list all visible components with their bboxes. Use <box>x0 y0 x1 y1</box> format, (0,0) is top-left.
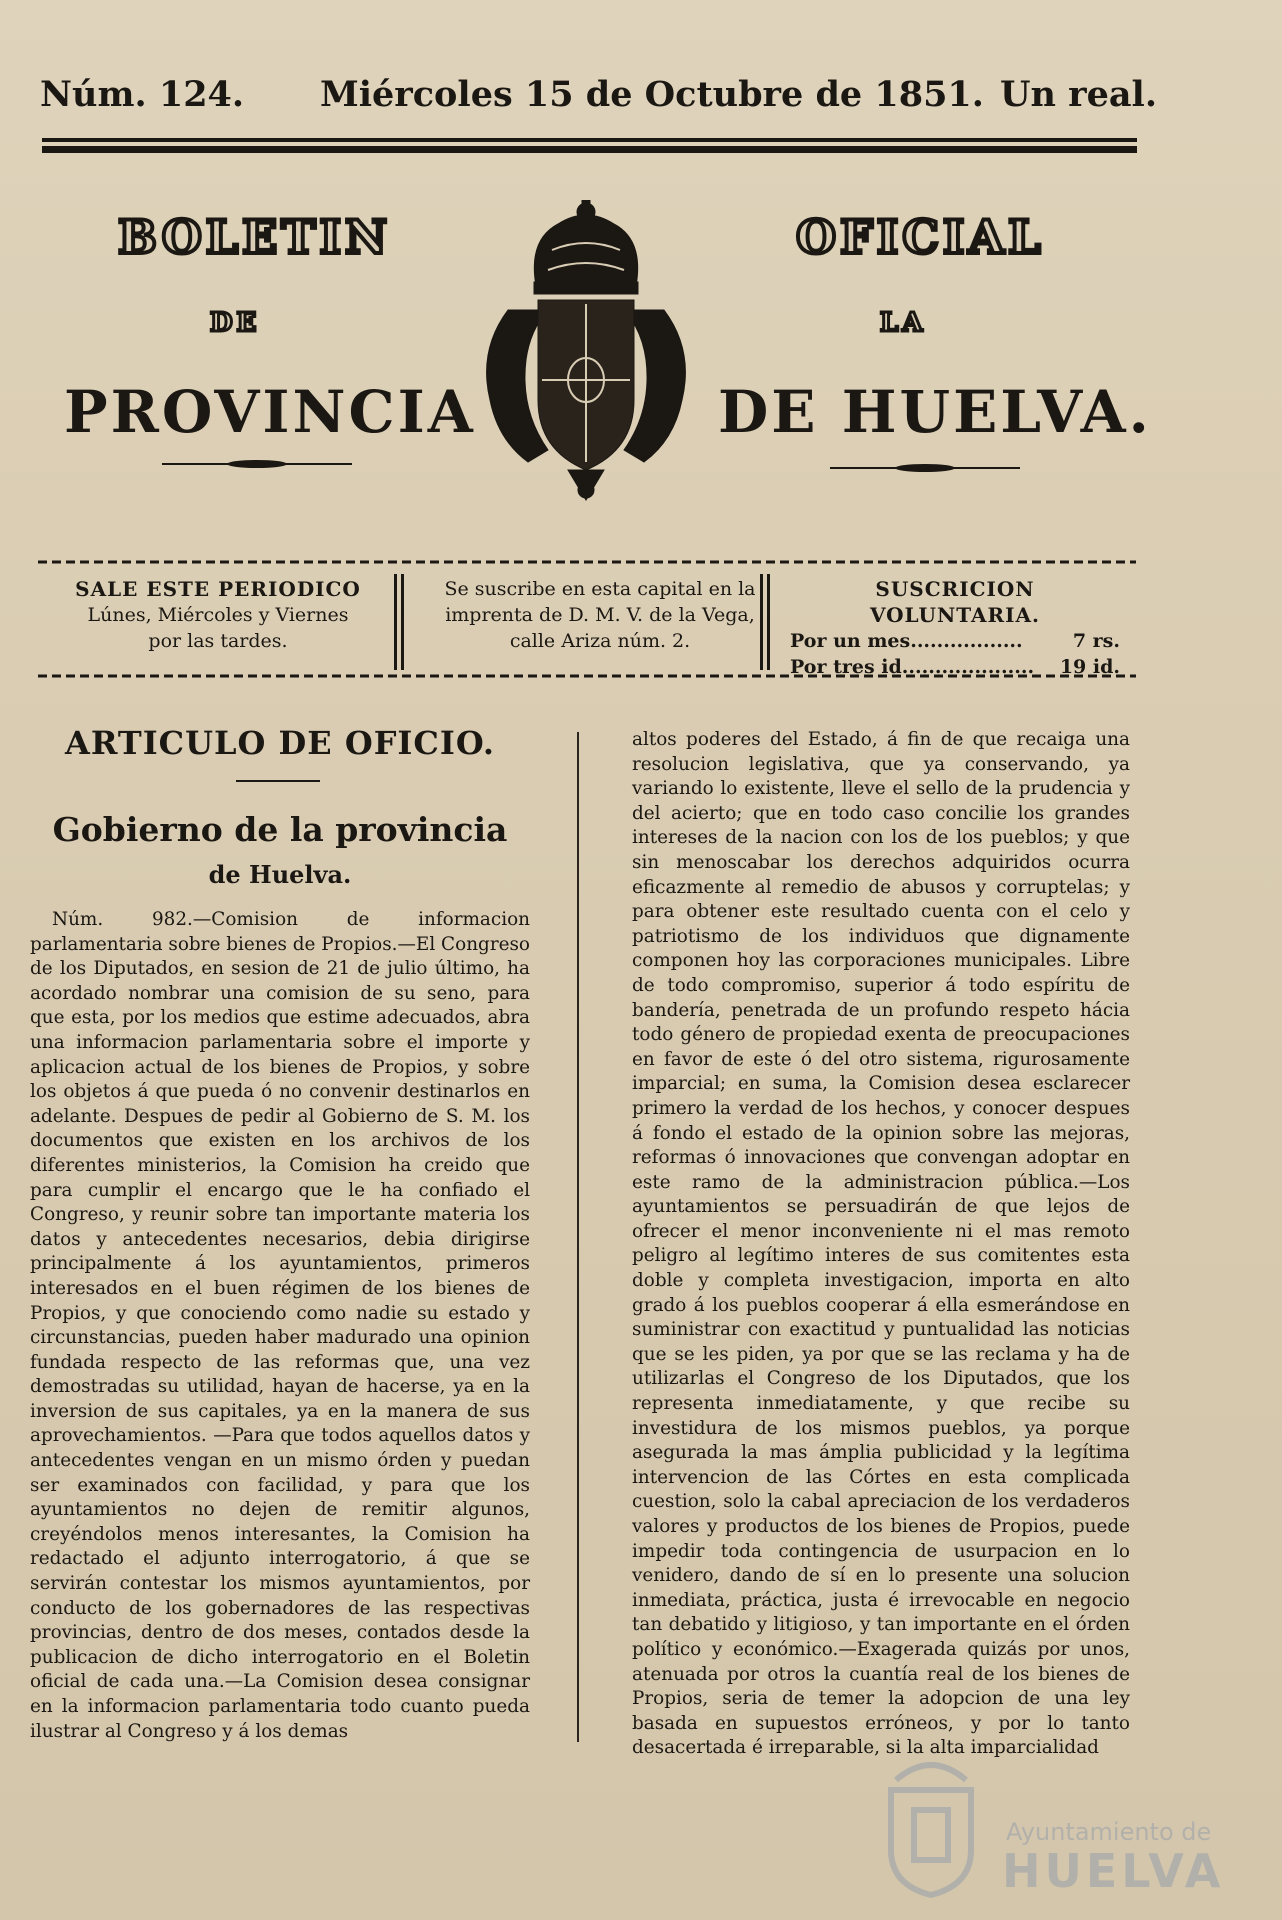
masthead-word-boletin: BOLETIN <box>118 210 392 264</box>
price-label: Por un mes................. <box>790 630 1023 652</box>
masthead-word-oficial: OFICIAL <box>796 210 1045 264</box>
government-subheading: de Huelva. <box>208 860 352 889</box>
article-paragraph: Núm. 982.—Comision de informacion parlamentaria sobre bienes de Propios.—El Congreso de los Diputados, en sesion de 21 de julio último, ha acordado nombrar una comision de su seno, para que esta, por los medios que estime adecuados, abra una informacion parlamentaria sobre el importe y aplicacion actual de los bienes de Propios, y sobre los objetos á que pueda ó no convenir destinarlos en adelante. Despues de pedir al Gobierno de S. M. los documentos que existen en los archivos de los diferentes ministerios, la Comision ha creido que para cumplir el encargo que le ha confiado el Congreso, y reunir sobre tan importante materia los datos y antecedentes necesarios, debia dirigirse principalmente á los ayuntamientos, primeros interesados en el buen régimen de los bienes de Propios, y que conociendo como nadie su estado y circunstancias, pueden haber madurado una opinion fundada respecto de las reformas que, una vez demostradas su utilidad, hayan de hacerse, ya en la inversion de sus capitales, ya en la manera de sus aprovechamientos. —Para que todos aquellos datos y antecedentes vengan en un mismo órden y puedan ser examinados con facilidad, y para que los ayuntamientos no dejen de remitir algunos, creyéndolos menos interesantes, la Comision ha redactado el adjunto interrogatorio, á que se servirán contestar los mismos ayuntamientos, por conducto de los gobernadores de las respectivas provincias, dentro de dos meses, contados desde la publicacion de dicho interrogatorio en el Boletin oficial de cada una.—La Comision desea consignar en la informacion parlamentaria todo cuanto pueda ilustrar al Congreso y á los demas <box>30 909 530 1742</box>
issue-date: Miércoles 15 de Octubre de 1851. <box>320 74 984 115</box>
info-column-publication <box>48 576 388 654</box>
info-divider <box>394 574 397 670</box>
column-divider <box>577 732 579 1742</box>
watermark-line2: HUELVA <box>1002 1844 1225 1898</box>
info-divider <box>767 574 770 670</box>
masthead-word-de: DE <box>210 308 261 338</box>
section-title-rule <box>236 780 320 782</box>
price-row-three-months <box>790 654 1120 680</box>
info-column-prices <box>790 576 1120 680</box>
publication-days: Lúnes, Miércoles y Viernes <box>87 604 349 626</box>
info-box-top-border <box>38 556 1136 568</box>
info-divider <box>760 574 763 670</box>
prices-heading: SUSCRICION VOLUNTARIA. <box>869 577 1041 627</box>
section-title: ARTICULO DE OFICIO. <box>65 724 495 762</box>
masthead-word-la: LA <box>880 308 927 338</box>
issue-number: Núm. 124. <box>40 74 245 115</box>
masthead-word-provincia: PROVINCIA <box>64 378 476 446</box>
masthead-word-de-huelva: DE HUELVA. <box>718 378 1152 446</box>
subscribe-line: imprenta de D. M. V. de la Vega, <box>445 604 755 626</box>
article-column-right <box>632 728 1130 1761</box>
publication-time: por las tardes. <box>148 630 288 652</box>
issue-price: Un real. <box>1000 74 1158 115</box>
issue-header <box>40 74 1158 124</box>
city-crest-icon <box>876 1750 986 1900</box>
price-row-month <box>790 628 1120 654</box>
price-value: 19 id. <box>1059 656 1120 678</box>
subscribe-line: calle Ariza núm. 2. <box>509 630 691 652</box>
publication-heading: SALE ESTE PERIODICO <box>75 577 361 601</box>
archive-watermark <box>866 1740 1225 1900</box>
price-value: 7 rs. <box>1072 630 1120 652</box>
article-column-left <box>30 908 530 1744</box>
masthead-ornament-right <box>830 464 1020 472</box>
info-divider <box>401 574 404 670</box>
subscribe-line: Se suscribe en esta capital en la <box>444 578 756 600</box>
article-paragraph: altos poderes del Estado, á fin de que recaiga una resolucion legislativa, que ya conservando, ya variando lo existente, lleve el sello de la prudencia y del acierto; que en todo caso concilie los grandes intereses de la nacion con los de los pueblos; y que sin menoscabar los derechos adquiridos ocurra eficazmente al remedio de abusos y corruptelas; y para obtener este resultado cuenta con el celo y patriotismo de los individuos que dignamente componen hoy las corporaciones municipales. Libre de todo compromiso, superior á todo espíritu de bandería, penetrada de un profundo respeto hácia todo género de propiedad exenta de preocupaciones en favor de este ó del otro sistema, rigurosamente imparcial; en suma, la Comision desea esclarecer primero la verdad de los hechos, y conocer despues á fondo el estado de la opinion sobre las mejoras, reformas ó innovaciones que convengan adoptar en este ramo de la administracion pública.—Los ayuntamientos se persuadirán de que lejos de ofrecer el menor inconveniente ni el mas remoto peligro al legítimo interes de sus comitentes esta doble y completa investigacion, importa en alto grado á los pueblos cooperar á ella esmerándose en suministrar con exactitud y puntualidad las noticias que se les piden, ya por que se las reclama y ha de utilizarlas el Congreso de los Diputados, que los representa inmediatamente, y que recibe su investidura de los mismos pueblos, ya porque asegurada la mas ámplia publicidad y la legítima intervencion de las Córtes en esta complicada cuestion, solo la cabal apreciacion de los verdaderos valores y productos de los bienes de Propios, puede impedir toda contingencia de usurpacion en lo venidero, dando de sí en lo presente una solucion inmediata, práctica, justa é irrevocable en negocio tan debatido y litigioso, y tan importante en el órden político y económico.—Exagerada quizás por unos, atenuada por otros la cuantía real de los bienes de Propios, seria de temer la adopcion de una ley basada en supuestos erróneos, y por lo tanto desacertada é irreparable, si la alta imparcialidad <box>632 729 1130 1759</box>
info-column-subscribe <box>410 576 790 654</box>
government-heading: Gobierno de la provincia <box>52 810 508 849</box>
masthead-ornament-left <box>162 460 352 468</box>
subscription-info-box <box>38 556 1136 684</box>
price-label: Por tres id.................... <box>790 656 1035 678</box>
watermark-line1: Ayuntamiento de <box>1006 1818 1212 1846</box>
header-rule-thin <box>42 138 1137 142</box>
coat-of-arms-emblem <box>468 200 704 506</box>
header-rule-thick <box>42 146 1137 153</box>
